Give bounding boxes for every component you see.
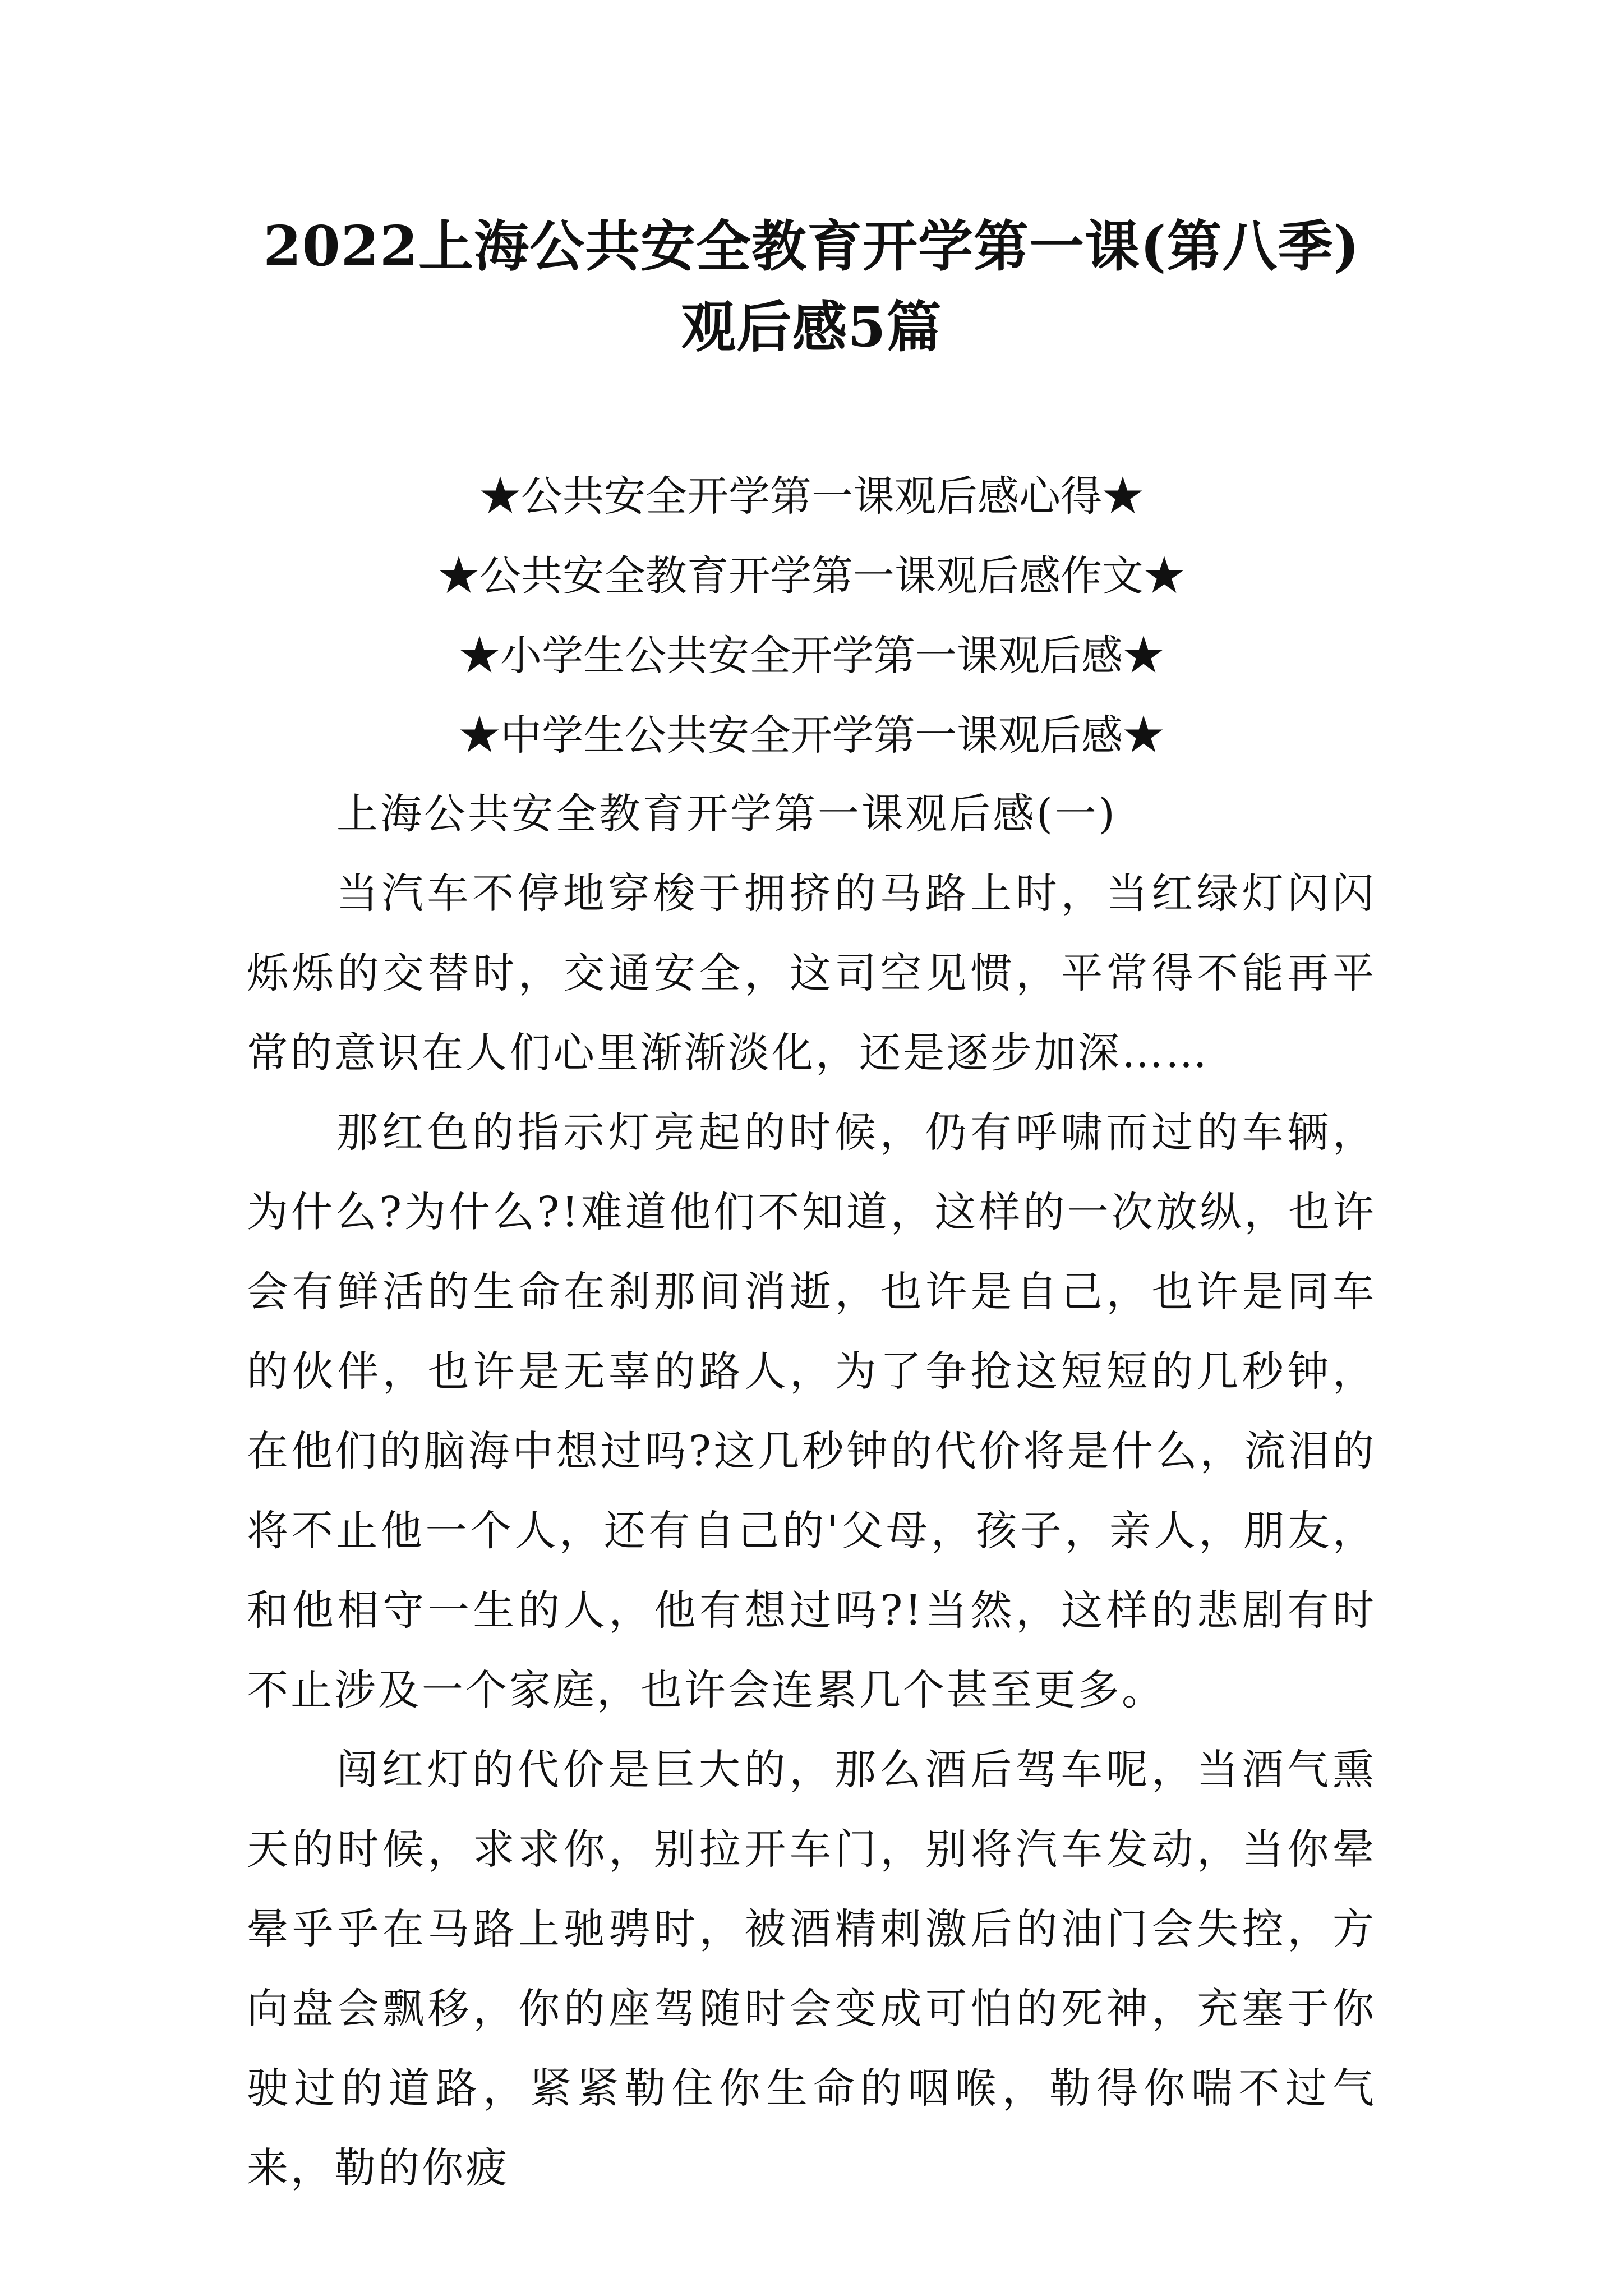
document-title-line-1: 2022上海公共安全教育开学第一课(第八季) — [263, 214, 1360, 279]
toc-item[interactable]: ★小学生公共安全开学第一课观后感★ — [459, 632, 1164, 680]
toc-item[interactable]: ★公共安全开学第一课观后感心得★ — [479, 472, 1144, 521]
body-paragraph: 那红色的指示灯亮起的时候，仍有呼啸而过的车辆，为什么?为什么?!难道他们不知道，这样的一次放纵，也许会有鲜活的生命在刹那间消逝，也许是自己，也许是同车的伙伴，也许是无辜的路人，为了争抢这短短的几秒钟，在他们的脑海中想过吗?这几秒钟的代价将是什么，流泪的将不止他一个人，还有自己的'父母，孩子，亲人，朋友，和他相守一生的人，他有想过吗?!当然，这样的悲剧有时不止涉及一个家庭，也许会连累几个甚至更多。 — [247, 1108, 1376, 1714]
toc-item[interactable]: ★中学生公共安全开学第一课观后感★ — [459, 711, 1164, 760]
document-title-line-2: 观后感5篇 — [681, 295, 942, 360]
body-paragraph: 当汽车不停地穿梭于拥挤的马路上时，当红绿灯闪闪烁烁的交替时，交通安全，这司空见惯，平常得不能再平常的意识在人们心里渐渐淡化，还是逐步加深…… — [247, 869, 1376, 1077]
document-body — [247, 774, 1376, 2208]
toc-item[interactable]: ★公共安全教育开学第一课观后感作文★ — [438, 552, 1185, 600]
section-heading: 上海公共安全教育开学第一课观后感(一) — [336, 790, 1117, 838]
body-paragraph: 闯红灯的代价是巨大的，那么酒后驾车呢，当酒气熏天的时候，求求你，别拉开车门，别将汽车发动，当你晕晕乎乎在马路上驰骋时，被酒精刺激后的油门会失控，方向盘会飘移，你的座驾随时会变成可怕的死神，充塞于你驶过的道路，紧紧勒住你生命的咽喉，勒得你喘不过气来，勒的你疲 — [247, 1746, 1376, 2192]
